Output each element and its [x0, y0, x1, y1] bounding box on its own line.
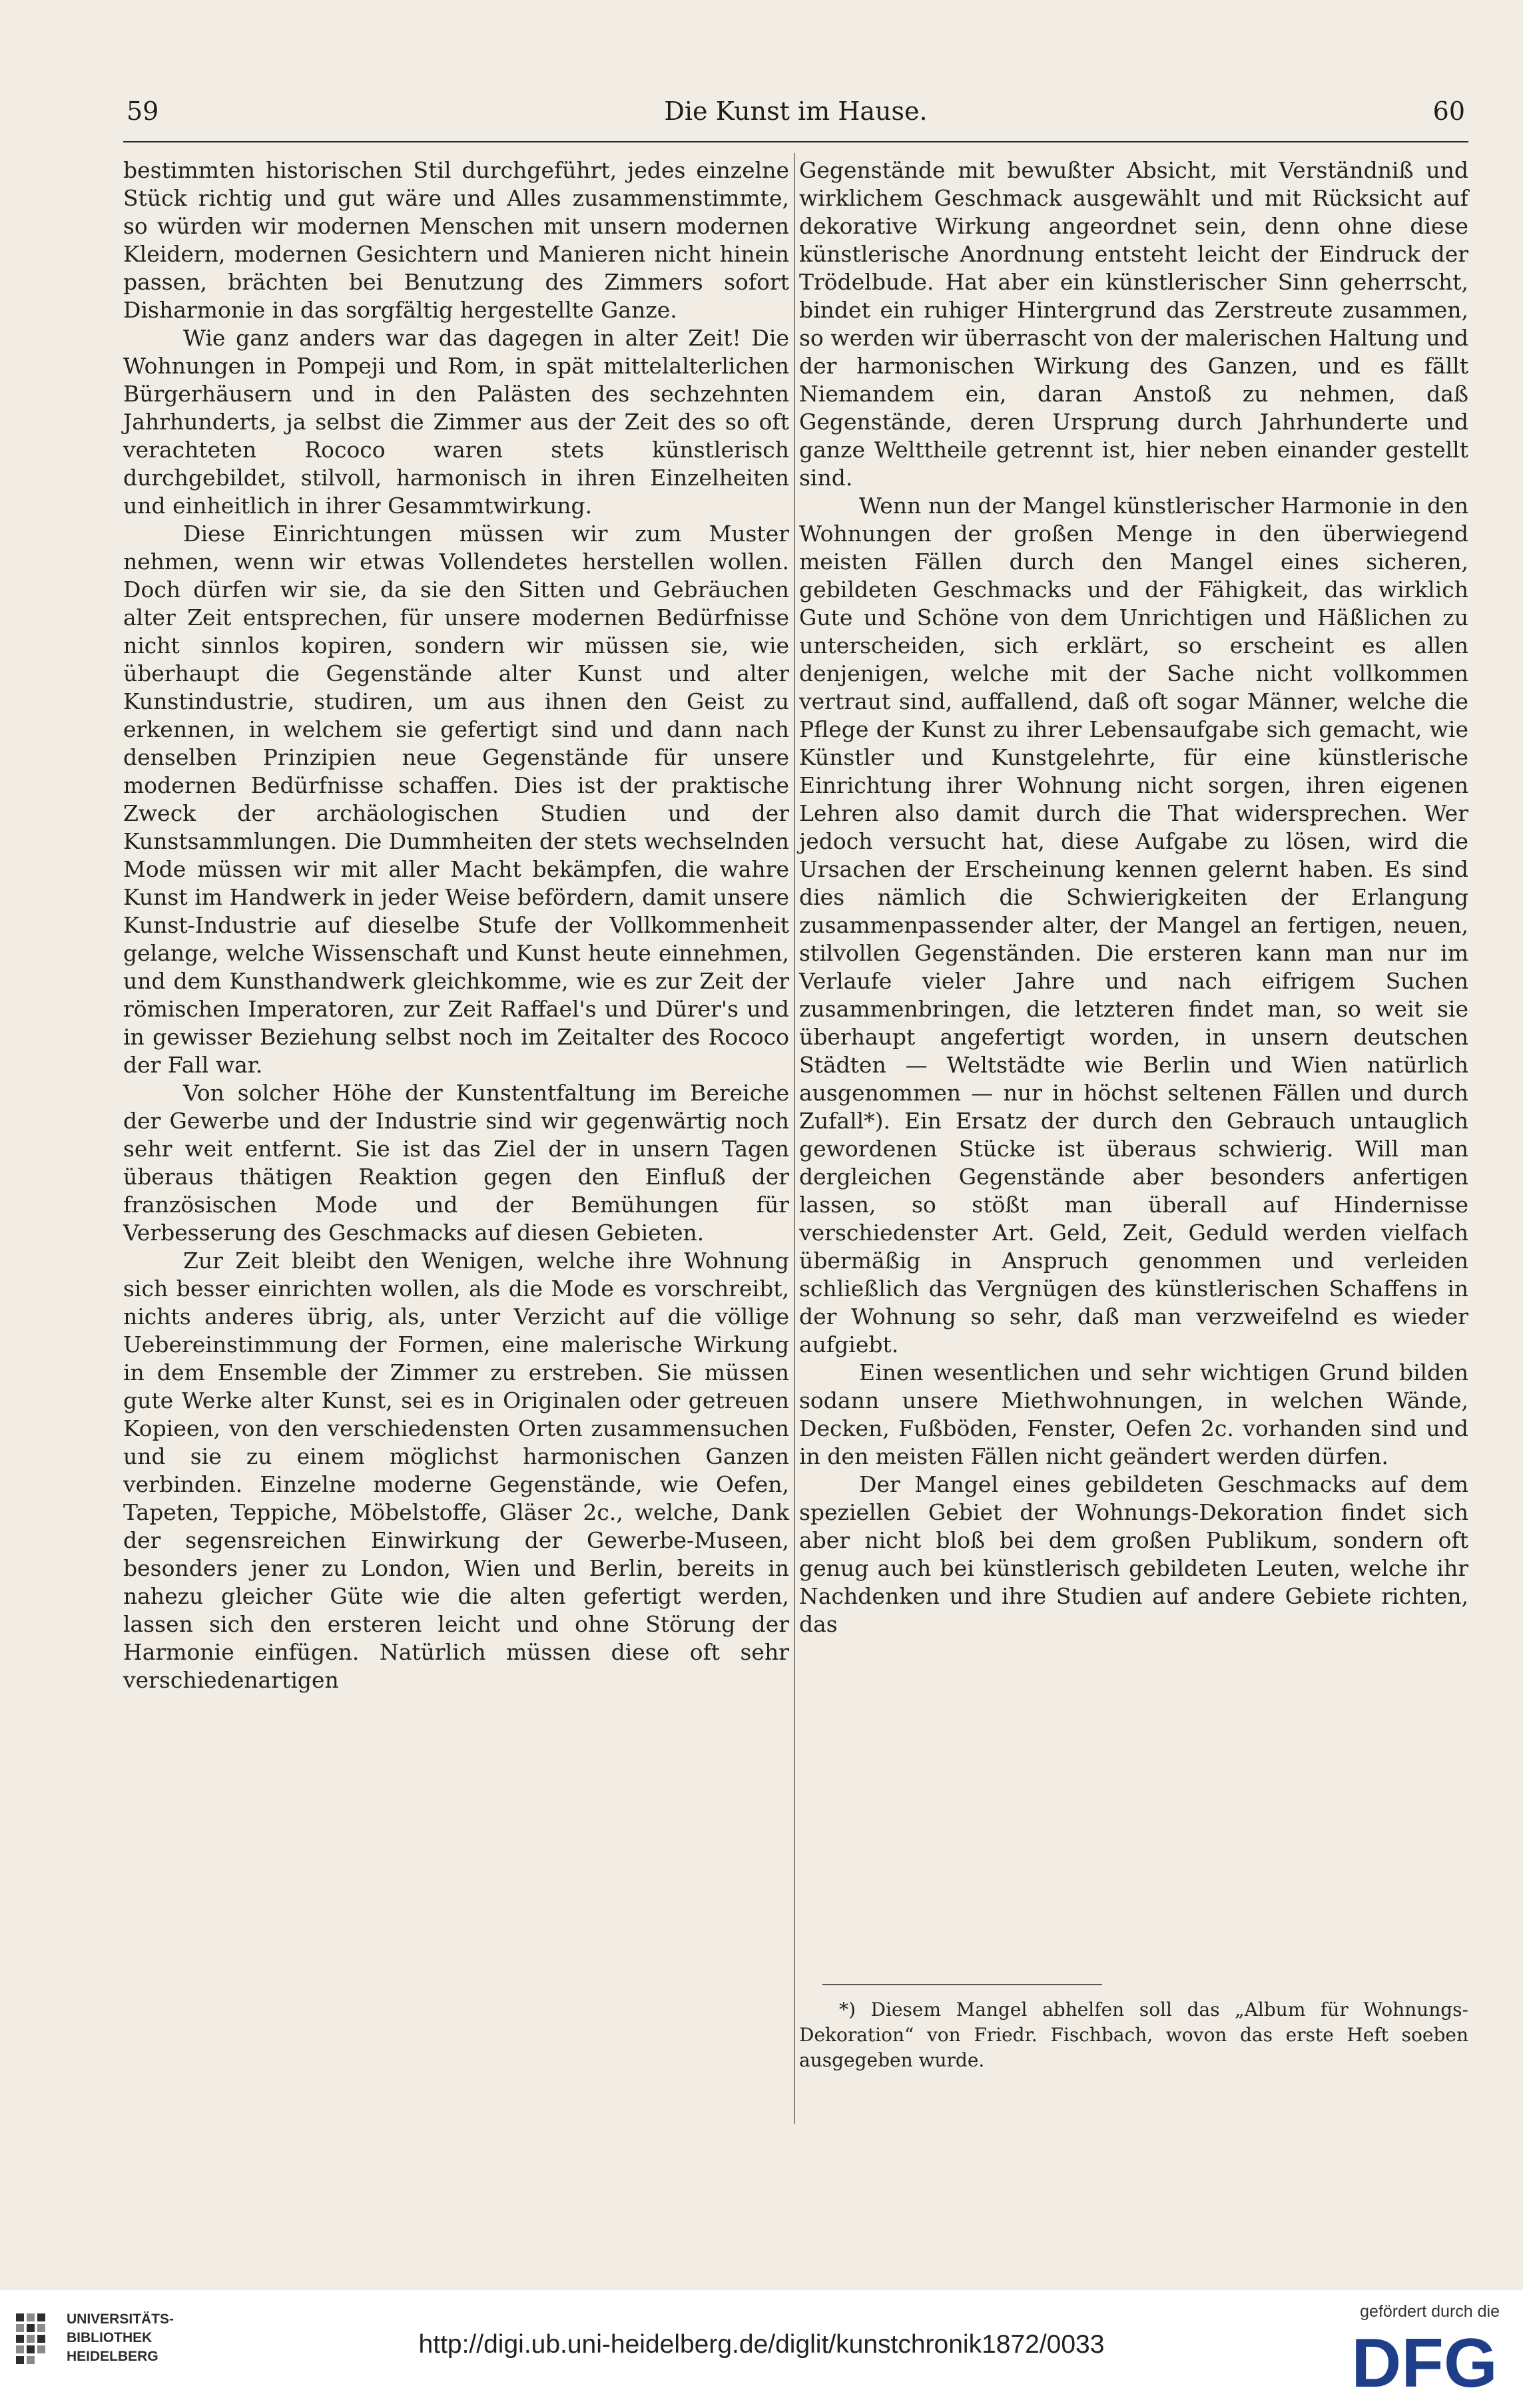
- paragraph: Einen wesentlichen und sehr wichtigen Grund bilden sodann unsere Miethwohnungen, in welchen Wände, Decken, Fußböden, Fenster, Oefen 2c. vorhanden sind und in den meisten Fällen nicht geändert werden dürfen.: [799, 1359, 1468, 1469]
- left-column: [123, 156, 789, 1694]
- institution-line: BIBLIOTHEK: [67, 2330, 152, 2345]
- right-column: [799, 156, 1468, 1638]
- page-number-right: 60: [1432, 97, 1465, 126]
- paragraph: Von solcher Höhe der Kunstentfaltung im Bereiche der Gewerbe und der Industrie sind wir gegenwärtig noch sehr weit entfernt. Sie ist das Ziel der in unsern Tagen überaus thätigen Reaktion gegen den Einfluß der französischen Mode und der Bemühungen für Verbesserung des Geschmacks auf diesen Gebieten.: [123, 1080, 789, 1246]
- institution-line: UNIVERSITÄTS-: [67, 2311, 174, 2327]
- page-number-left: 59: [127, 97, 159, 126]
- paragraph: Wie ganz anders war das dagegen in alter Zeit! Die Wohnungen in Pompeji und Rom, in spät mittelalterlichen Bürgerhäusern und in den Palästen des sechzehnten Jahrhunderts, ja selbst die Zimmer aus der Zeit des so oft verachteten Rococo waren stets künstlerisch durchgebildet, stilvoll, harmonisch in ihren Einzelheiten und einheitlich in ihrer Gesammtwirkung.: [123, 325, 789, 519]
- paragraph: bestimmten historischen Stil durchgeführt, jedes einzelne Stück richtig und gut wäre und Alles zusammenstimmte, so würden wir modernen Menschen mit unsern modernen Kleidern, modernen Gesichtern und Manieren nicht hinein passen, brächten bei Benutzung des Zimmers sofort Disharmonie in das sorgfältig hergestellte Ganze.: [123, 157, 789, 323]
- dfg-logo-icon: [1347, 2327, 1503, 2397]
- funding-caption: gefördert durch die: [1360, 2302, 1500, 2321]
- footnote: [799, 1997, 1468, 2073]
- institution-line: HEIDELBERG: [67, 2349, 158, 2364]
- dfg-logo-text: DFG: [1351, 2327, 1498, 2397]
- paragraph: Zur Zeit bleibt den Wenigen, welche ihre Wohnung sich besser einrichten wollen, als die Mode es vorschreibt, nichts anderes übrig, als, unter Verzicht auf die völlige Uebereinstimmung der Formen, eine malerische Wirkung in dem Ensemble der Zimmer zu erstreben. Sie müssen gute Werke alter Kunst, sei es in Originalen oder getreuen Kopieen, von den verschiedensten Orten zusammensuchen und sie zu einem möglichst harmonischen Ganzen verbinden. Einzelne moderne Gegenstände, wie Oefen, Tapeten, Teppiche, Möbelstoffe, Gläser 2c., welche, Dank der segensreichen Einwirkung der Gewerbe-Museen, besonders jener zu London, Wien und Berlin, bereits in nahezu gleicher Güte wie die alten gefertigt werden, lassen sich den ersteren leicht und ohne Störung der Harmonie einfügen. Natürlich müssen diese oft sehr verschiedenartigen: [123, 1248, 789, 1693]
- column-divider: [794, 153, 795, 2124]
- paragraph: Gegenstände mit bewußter Absicht, mit Verständniß und wirklichem Geschmack ausgewählt und mit Rücksicht auf dekorative Wirkung angeordnet sein, denn ohne diese künstlerische Anordnung entsteht leicht der Eindruck der Trödelbude. Hat aber ein künstlerischer Sinn geherrscht, bindet ein ruhiger Hintergrund das Zerstreute zusammen, so werden wir überrascht von der malerischen Haltung und der harmonischen Wirkung des Ganzen, und es fällt Niemandem ein, daran Anstoß zu nehmen, daß Gegenstände, deren Ursprung durch Jahrhunderte und ganze Welttheile getrennt ist, hier neben einander gestellt sind.: [799, 157, 1468, 491]
- permalink-url[interactable]: http://digi.ub.uni-heidelberg.de/diglit/kunstchronik1872/0033: [418, 2330, 1105, 2359]
- running-title: Die Kunst im Hause.: [664, 97, 928, 126]
- paragraph: Diese Einrichtungen müssen wir zum Muster nehmen, wenn wir etwas Vollendetes herstellen wollen. Doch dürfen wir sie, da sie den Sitten und Gebräuchen alter Zeit entsprechen, für unsere modernen Bedürfnisse nicht sinnlos kopiren, sondern wir müssen sie, wie überhaupt die Gegenstände alter Kunst und alter Kunstindustrie, studiren, um aus ihnen den Geist zu erkennen, in welchem sie gefertigt sind und dann nach denselben Prinzipien neue Gegenstände für unsere modernen Bedürfnisse schaffen. Dies ist der praktische Zweck der archäologischen Studien und der Kunstsammlungen. Die Dummheiten der stets wechselnden Mode müssen wir mit aller Macht bekämpfen, die wahre Kunst im Handwerk in jeder Weise befördern, damit unsere Kunst-Industrie auf dieselbe Stufe der Vollkommenheit gelange, welche Wissenschaft und Kunst heute einnehmen, und dem Kunsthandwerk gleichkomme, wie es zur Zeit der römischen Imperatoren, zur Zeit Raffael's und Dürer's und in gewisser Beziehung selbst noch im Zeitalter des Rococo der Fall war.: [123, 521, 789, 1078]
- footnote-rule: [822, 1984, 1102, 1985]
- paragraph: Der Mangel eines gebildeten Geschmacks auf dem speziellen Gebiet der Wohnungs-Dekoration findet sich aber nicht bloß bei dem großen Publikum, sondern oft genug auch bei künstlerisch gebildeten Leuten, welche ihr Nachdenken und ihre Studien auf andere Gebiete richten, das: [799, 1471, 1468, 1637]
- digitization-footer: [0, 2290, 1523, 2408]
- footnote-text: *) Diesem Mangel abhelfen soll das „Album für Wohnungs-Dekoration“ von Friedr. Fischbach, wovon das erste Heft soeben ausgegeben wurde.: [799, 1999, 1468, 2071]
- paragraph: Wenn nun der Mangel künstlerischer Harmonie in den Wohnungen der großen Menge in den überwiegend meisten Fällen durch den Mangel eines sicheren, gebildeten Geschmacks und der Fähigkeit, das wirklich Gute und Schöne von dem Unrichtigen und Häßlichen zu unterscheiden, sich erklärt, so erscheint es allen denjenigen, welche mit der Sache nicht vollkommen vertraut sind, auffallend, daß oft sogar Männer, welche die Pflege der Kunst zu ihrer Lebensaufgabe sich gemacht, wie Künstler und Kunstgelehrte, für eine künstlerische Einrichtung ihrer Wohnung nicht sorgen, ihren eigenen Lehren also damit durch die That widersprechen. Wer jedoch versucht hat, diese Aufgabe zu lösen, wird die Ursachen der Erscheinung kennen gelernt haben. Es sind dies nämlich die Schwierigkeiten der Erlangung zusammenpassender alter, der Mangel an fertigen, neuen, stilvollen Gegenständen. Die ersteren kann man nur im Verlaufe vieler Jahre und nach eifrigem Suchen zusammenbringen, die letzteren findet man, so weit sie überhaupt angefertigt worden, in unsern deutschen Städten — Weltstädte wie Berlin und Wien natürlich ausgenommen — nur in höchst seltenen Fällen und durch Zufall*). Ein Ersatz der durch den Gebrauch untauglich gewordenen Stücke ist überaus schwierig. Will man dergleichen Gegenstände aber besonders anfertigen lassen, so stößt man überall auf Hindernisse verschiedenster Art. Geld, Zeit, Geduld werden vielfach übermäßig in Anspruch genommen und verleiden schließlich das Vergnügen des künstlerischen Schaffens in der Wohnung so sehr, daß man verzweifelnd es wieder aufgiebt.: [799, 493, 1468, 1357]
- running-header: [127, 97, 1465, 143]
- header-rule: [123, 141, 1468, 142]
